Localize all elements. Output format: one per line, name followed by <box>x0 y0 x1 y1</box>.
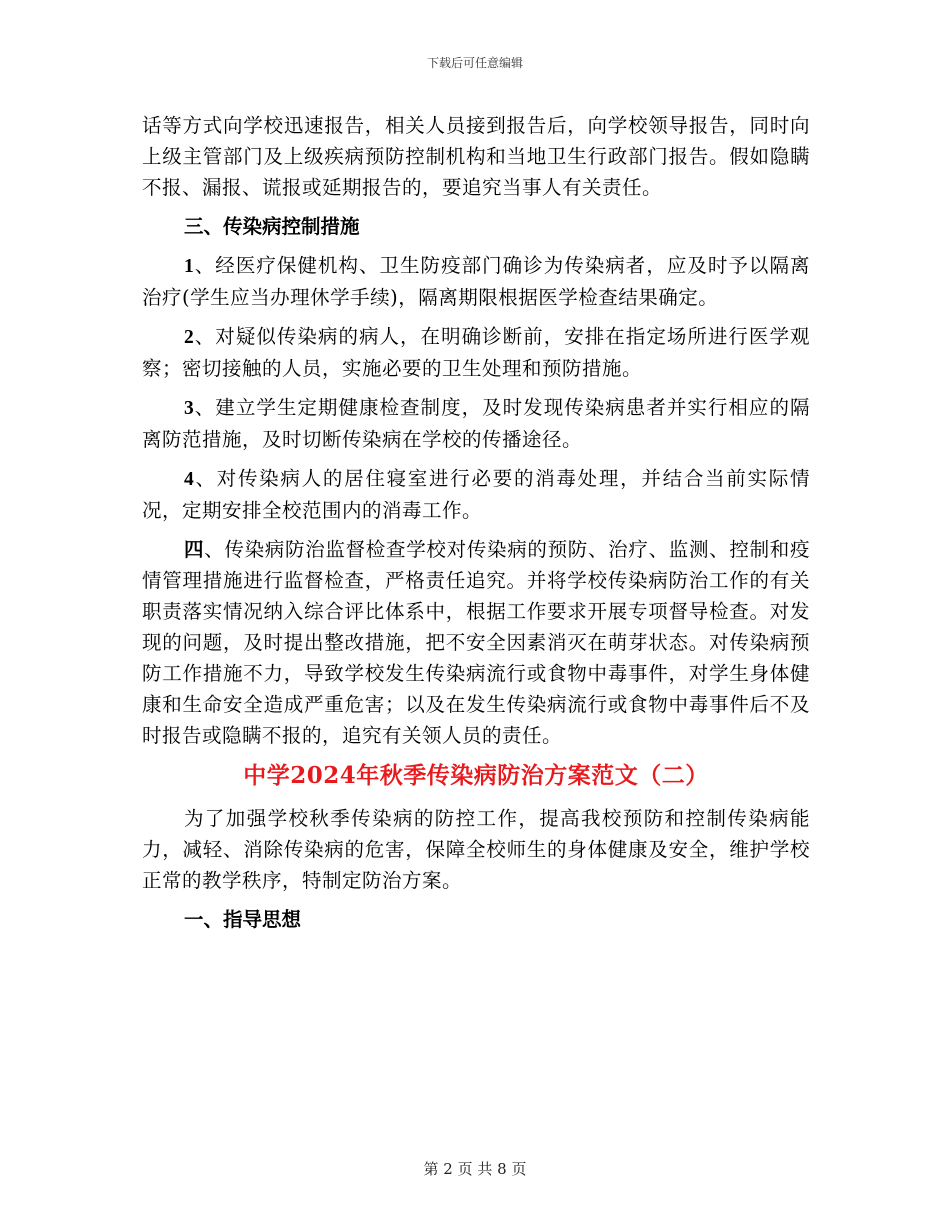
section-number: 四 <box>184 538 205 561</box>
item-text: 、经医疗保健机构、卫生防疫部门确诊为传染病者，应及时予以隔离治疗(学生应当办理休学手续)，隔离期限根据医学检查结果确定。 <box>142 254 810 309</box>
item-text: 、对传染病人的居住寝室进行必要的消毒处理，并结合当前实际情况，定期安排全校范围内的消毒工作。 <box>142 467 810 522</box>
item-number: 1 <box>184 256 195 277</box>
section-supervision-paragraph <box>142 534 810 751</box>
item-text: 、建立学生定期健康检查制度，及时发现传染病患者并实行相应的隔离防范措施，及时切断传染病在学校的传播途径。 <box>142 396 810 451</box>
list-item-2 <box>142 321 810 384</box>
intro-paragraph: 为了加强学校秋季传染病的防控工作，提高我校预防和控制传染病能力，减轻、消除传染病的危害，保障全校师生的身体健康及安全，维护学校正常的教学秩序，特制定防治方案。 <box>142 807 810 892</box>
section-heading-control-measures: 三、传染病控制措施 <box>184 215 360 238</box>
item-text: 、对疑似传染病的病人，在明确诊断前，安排在指定场所进行医学观察；密切接触的人员，实施必要的卫生处理和预防措施。 <box>142 325 810 380</box>
list-item-4 <box>142 463 810 526</box>
list-item-3 <box>142 392 810 455</box>
list-item-1 <box>142 250 810 313</box>
document-body <box>142 110 810 943</box>
item-number: 3 <box>184 398 195 419</box>
page-number: 第 2 页 共 8 页 <box>423 1160 527 1178</box>
page-header: 下载后可任意编辑 <box>426 56 523 70</box>
paragraph-continued: 话等方式向学校迅速报告，相关人员接到报告后，向学校领导报告，同时向上级主管部门及上级疾病预防控制机构和当地卫生行政部门报告。假如隐瞒不报、漏报、谎报或延期报告的，要追究当事人有关责任。 <box>142 114 810 199</box>
section-text: 、传染病防治监督检查学校对传染病的预防、治疗、监测、控制和疫情管理措施进行监督检查，严格责任追究。并将学校传染病防治工作的有关职责落实情况纳入综合评比体系中，根据工作要求开展专项督导检查。对发现的问题，及时提出整改措施，把不安全因素消灭在萌芽状态。对传染病预防工作措施不力，导致学校发生传染病流行或食物中毒事件，对学生身体健康和生命安全造成严重危害；以及在发生传染病流行或食物中毒事件后不及时报告或隐瞒不报的，追究有关领人员的责任。 <box>142 538 810 747</box>
document-title: 中学2024年秋季传染病防治方案范文（二） <box>243 762 709 789</box>
item-number: 4 <box>184 469 195 490</box>
section-heading-guiding-ideology: 一、指导思想 <box>184 908 302 931</box>
item-number: 2 <box>184 327 195 348</box>
